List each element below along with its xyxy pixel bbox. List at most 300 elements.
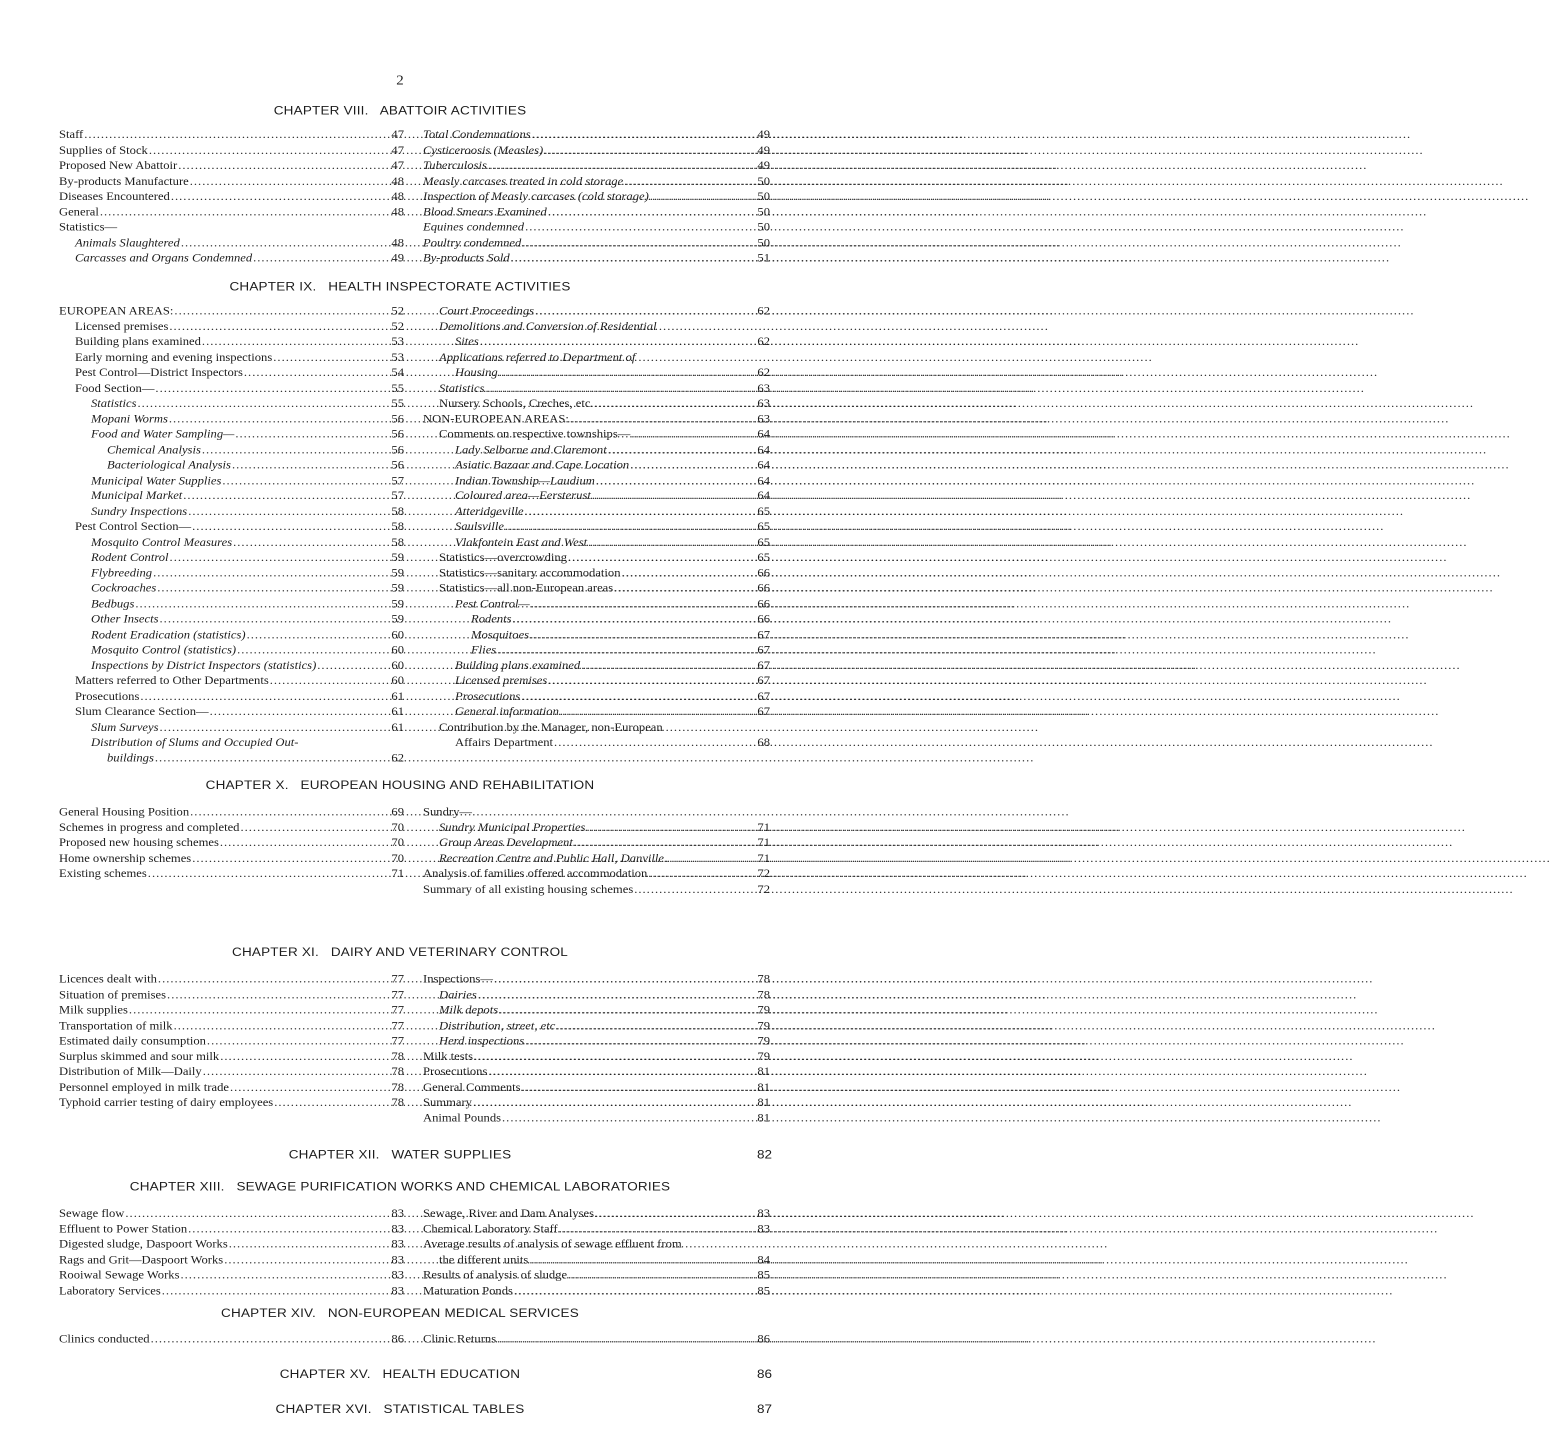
toc-entry <box>59 597 404 612</box>
dot-leader <box>153 567 385 580</box>
chapter-page-number: 82 <box>756 1148 772 1162</box>
toc-entry-label: Chemical Analysis <box>107 443 201 456</box>
toc-entry-label: General Comments <box>423 1080 521 1094</box>
toc-entry-page: 72 <box>757 867 770 880</box>
toc-entry-page: 58 <box>391 535 404 549</box>
toc-entry <box>59 705 404 720</box>
toc-entry-label: Bacteriological Analysis <box>107 458 231 472</box>
toc-entry <box>59 1019 404 1034</box>
toc-entry-label: Contribution by the Manager, non-European <box>439 720 663 734</box>
toc-entry-page: 71 <box>391 867 404 880</box>
toc-entry-label: Cysticeroosis (Measles) <box>423 143 544 157</box>
toc-entry <box>59 366 404 381</box>
dot-leader <box>525 221 751 234</box>
toc-entry <box>59 1333 404 1348</box>
toc-entry-label: Milk supplies <box>59 1003 128 1017</box>
dot-leader <box>596 474 751 487</box>
toc-entry-label: Rodent Control <box>91 551 169 564</box>
toc-entry-label: Applications referred to Department of <box>439 350 636 364</box>
toc-entry-page: 79 <box>757 1003 770 1017</box>
toc-entry-label: Coloured area—Eersterust <box>455 489 591 502</box>
toc-entry-page: 70 <box>391 836 404 849</box>
toc-entry <box>59 206 404 221</box>
toc-entry-label: Slum Surveys <box>91 720 159 734</box>
toc-entry-page: 64 <box>757 427 770 441</box>
toc-entry <box>423 1050 770 1065</box>
toc-entry <box>423 836 770 851</box>
toc-entry-label: Transportation of milk <box>59 1019 173 1032</box>
toc-entry-page: 83 <box>391 1284 404 1297</box>
toc-entry-page: 84 <box>757 1253 770 1266</box>
toc-entry <box>59 988 404 1003</box>
toc-entry <box>423 883 770 898</box>
toc-entry <box>59 175 404 190</box>
toc-entry <box>423 206 770 221</box>
toc-entry-label: NON-EUROPEAN AREAS: <box>423 412 569 425</box>
dot-leader <box>149 144 385 157</box>
chapter-14-heading <box>0 1307 800 1320</box>
toc-entry-label: Cockroaches <box>91 582 157 595</box>
dot-leader <box>478 988 751 1001</box>
toc-entry <box>59 459 404 474</box>
dot-leader <box>559 1223 751 1236</box>
toc-entry <box>59 335 404 350</box>
toc-entry-page: 77 <box>391 1034 404 1047</box>
toc-entry-label: Inspections— <box>423 972 493 986</box>
toc-entry-page: 81 <box>757 1065 770 1078</box>
toc-entry-label: Laboratory Services <box>59 1284 161 1297</box>
toc-entry-page: 62 <box>757 304 770 317</box>
toc-entry-page: 66 <box>757 612 770 626</box>
toc-entry-label: Municipal Market <box>91 489 183 502</box>
toc-entry-label: Equines condemned <box>423 221 525 234</box>
dot-leader <box>202 335 385 348</box>
toc-entry-label: Milk tests <box>423 1049 474 1063</box>
toc-entry-label: Statistics <box>439 381 485 395</box>
toc-entry-label: Housing <box>455 366 498 379</box>
toc-entry-label: Rodent Eradication (statistics) <box>91 628 246 641</box>
dot-leader <box>488 1065 751 1078</box>
dot-leader <box>505 520 751 533</box>
toc-entry <box>59 1096 404 1111</box>
toc-entry-label: Animal Pounds <box>423 1111 502 1124</box>
toc-entry <box>423 144 770 159</box>
toc-entry-label: Licensed premises <box>75 320 169 333</box>
toc-entry <box>423 659 770 674</box>
toc-entry <box>59 674 404 689</box>
toc-entry-label: Sites <box>455 335 479 348</box>
chapter-title: CHAPTER XIII. SEWAGE PURIFICATION WORKS AND CHEMICAL LABORATORIES <box>129 1179 671 1194</box>
dot-leader <box>631 428 751 441</box>
toc-entry-label: Proposed New Abattoir <box>59 159 178 172</box>
toc-entry-page: 58 <box>391 520 404 533</box>
dot-leader <box>160 613 385 626</box>
dot-leader <box>270 674 385 687</box>
toc-entry <box>59 1035 404 1050</box>
dot-leader <box>494 973 751 986</box>
toc-entry-page: 50 <box>757 174 770 188</box>
dot-leader <box>137 397 385 410</box>
toc-entry <box>59 413 404 428</box>
toc-entry <box>59 836 404 851</box>
toc-entry-label: Clinic Returns <box>423 1333 497 1346</box>
dot-leader <box>274 1096 385 1109</box>
dot-leader <box>233 536 385 549</box>
toc-entry-page: 67 <box>757 689 770 703</box>
toc-entry-label: Tuberculosis <box>423 159 487 172</box>
right-column <box>423 806 770 898</box>
dot-leader <box>568 551 751 564</box>
toc-entry <box>59 320 404 335</box>
toc-entry-label: Mosquito Control Measures <box>91 535 233 549</box>
toc-entry-page: 78 <box>391 1096 404 1109</box>
dot-leader <box>244 366 385 379</box>
toc-entry-label: Existing schemes <box>59 867 147 880</box>
dot-leader <box>160 721 385 734</box>
toc-entry <box>59 536 404 551</box>
chapter-title: CHAPTER XV. HEALTH EDUCATION <box>279 1367 521 1381</box>
toc-entry-page: 77 <box>391 972 404 986</box>
right-column <box>423 129 770 268</box>
toc-entry-page: 63 <box>757 381 770 395</box>
toc-entry <box>59 659 404 674</box>
toc-entry <box>59 129 404 144</box>
toc-entry <box>423 536 770 551</box>
toc-entry <box>423 443 770 458</box>
toc-entry-page: 61 <box>391 689 404 703</box>
dot-leader <box>237 644 385 657</box>
dot-leader <box>535 305 751 318</box>
toc-entry-page: 56 <box>391 412 404 425</box>
dot-leader <box>634 883 751 896</box>
toc-entry <box>423 1207 770 1222</box>
toc-entry <box>423 129 770 144</box>
toc-entry-page: 83 <box>757 1222 770 1235</box>
toc-entry-label: Mosquitoes <box>471 628 530 641</box>
dot-leader <box>671 852 751 865</box>
toc-entry <box>423 1004 770 1019</box>
toc-entry-label: Sewage, River and Dam Analyses <box>423 1207 595 1220</box>
toc-entry-label: Rags and Grit—Daspoort Works <box>59 1253 224 1266</box>
toc-entry-page: 78 <box>391 1065 404 1078</box>
dot-leader <box>473 1096 751 1109</box>
dot-leader <box>499 366 751 379</box>
toc-entry <box>423 613 770 628</box>
toc-entry-label: Distribution, street, etc <box>439 1019 556 1032</box>
dot-leader <box>556 1019 751 1032</box>
dot-leader <box>574 836 751 849</box>
dot-leader <box>485 382 751 395</box>
dot-leader <box>220 1050 385 1063</box>
dot-leader <box>529 1253 751 1266</box>
toc-entry <box>423 567 770 582</box>
toc-entry <box>59 1238 404 1253</box>
toc-entry <box>59 867 404 882</box>
toc-entry-page: 49 <box>757 159 770 172</box>
dot-leader <box>235 428 385 441</box>
toc-entry-label: Flies <box>471 643 497 656</box>
dot-leader <box>622 567 751 580</box>
left-column <box>59 973 404 1112</box>
toc-entry-page: 48 <box>391 205 404 218</box>
toc-entry-page: 49 <box>391 251 404 265</box>
toc-entry-page: 60 <box>391 643 404 656</box>
toc-entry <box>423 221 770 236</box>
dot-leader <box>229 1238 385 1251</box>
toc-entry-label: Asiatic Bazaar and Cape Location <box>455 458 630 472</box>
toc-entry-label: Summary of all existing housing schemes <box>423 882 634 896</box>
dot-leader <box>192 852 385 865</box>
dot-leader <box>502 1112 751 1125</box>
chapter-title: CHAPTER XVI. STATISTICAL TABLES <box>275 1402 525 1416</box>
toc-entry-label: Slum Clearance Section— <box>75 705 209 718</box>
dot-leader <box>488 159 751 172</box>
toc-entry-page: 50 <box>757 190 770 203</box>
toc-entry <box>423 551 770 566</box>
toc-entry-page: 56 <box>391 427 404 441</box>
toc-entry-page: 67 <box>757 628 770 641</box>
toc-entry-page: 66 <box>757 597 770 610</box>
right-column <box>423 305 770 752</box>
toc-entry-label: Statistics— <box>59 221 118 234</box>
toc-entry-label: Total Condemnations <box>423 128 531 141</box>
dot-leader <box>169 413 385 426</box>
toc-entry <box>423 1112 770 1127</box>
toc-entry <box>423 1096 770 1111</box>
dot-leader <box>222 474 385 487</box>
toc-entry-page: 77 <box>391 1003 404 1017</box>
toc-entry <box>423 236 770 251</box>
toc-entry <box>59 1253 404 1268</box>
dot-leader <box>129 1004 385 1017</box>
toc-entry-page: 47 <box>391 159 404 172</box>
chapter-title: CHAPTER VIII. ABATTOIR ACTIVITIES <box>273 103 527 118</box>
dot-leader <box>157 582 385 595</box>
dot-leader <box>181 236 385 249</box>
chapter-title: CHAPTER XII. WATER SUPPLIES <box>288 1148 512 1162</box>
toc-entry-label: Herd inspections <box>439 1034 525 1047</box>
dot-leader <box>140 690 385 703</box>
toc-entry <box>423 397 770 412</box>
dot-leader <box>648 867 751 880</box>
dot-leader <box>188 1223 385 1236</box>
toc-entry-label: Digested sludge, Daspoort Works <box>59 1237 228 1251</box>
toc-entry <box>423 413 770 428</box>
toc-entry-label: Results of analysis of sludge <box>423 1268 568 1282</box>
toc-entry-page: 52 <box>391 304 404 317</box>
toc-entry-page: 56 <box>391 458 404 472</box>
toc-entry-label: Statistics—overcrowding <box>439 551 568 564</box>
toc-entry-label: Saulsville <box>455 520 504 533</box>
dot-leader <box>497 644 751 657</box>
dot-leader <box>253 252 385 265</box>
dot-leader <box>521 690 751 703</box>
dot-leader <box>592 490 751 503</box>
toc-entry-page: 47 <box>391 143 404 157</box>
left-column <box>59 1333 404 1348</box>
dot-leader <box>531 597 751 610</box>
toc-entry <box>59 721 404 736</box>
toc-entry-label: Pest Control Section— <box>75 520 192 533</box>
toc-entry-page: 63 <box>757 412 770 425</box>
toc-entry <box>423 973 770 988</box>
toc-entry-label: Effluent to Power Station <box>59 1222 188 1235</box>
dot-leader <box>203 1065 385 1078</box>
toc-entry-page: 55 <box>391 397 404 410</box>
toc-entry <box>423 520 770 535</box>
toc-entry-page: 70 <box>391 851 404 865</box>
dot-leader <box>530 628 751 641</box>
toc-entry-label: Typhoid carrier testing of dairy employees <box>59 1096 274 1109</box>
toc-entry <box>423 490 770 505</box>
toc-entry-label: Nursery Schools, Creches, etc. <box>439 397 594 410</box>
dot-leader <box>548 674 751 687</box>
toc-entry <box>423 1333 770 1348</box>
toc-entry-page: 62 <box>757 366 770 379</box>
chapter-9-heading <box>0 280 800 293</box>
toc-entry <box>423 252 770 267</box>
toc-entry-label: EUROPEAN AREAS: <box>59 304 174 317</box>
toc-entry-label: By-products Manufacture <box>59 174 189 188</box>
toc-entry-label: Municipal Water Supplies <box>91 474 222 487</box>
toc-entry <box>423 674 770 689</box>
toc-entry <box>59 221 404 236</box>
toc-entry <box>59 1223 404 1238</box>
toc-entry-label: Measly carcases treated in cold storage <box>423 174 624 188</box>
toc-entry-page: 66 <box>757 566 770 579</box>
toc-entry-label: Prosecutions <box>75 689 140 703</box>
toc-entry-label: Schemes in progress and completed <box>59 821 240 834</box>
toc-entry-page: 79 <box>757 1034 770 1047</box>
dot-leader <box>532 129 751 142</box>
toc-entry-page: 63 <box>757 397 770 410</box>
toc-entry-page: 61 <box>391 720 404 734</box>
dot-leader <box>202 443 385 456</box>
toc-entry-label: Milk depots <box>439 1003 499 1017</box>
toc-entry-label: Animals Slaughtered <box>75 236 180 249</box>
dot-leader <box>522 1081 751 1094</box>
toc-entry-label: Bedbugs <box>91 597 135 610</box>
dot-leader <box>525 505 751 518</box>
toc-entry <box>423 505 770 520</box>
toc-entry <box>59 443 404 458</box>
right-column <box>423 1333 770 1348</box>
toc-entry-page: 54 <box>391 366 404 379</box>
toc-entry <box>59 382 404 397</box>
dot-leader <box>232 459 385 472</box>
toc-entry-page: 68 <box>757 736 770 749</box>
toc-entry <box>423 382 770 397</box>
toc-entry-label: Personnel employed in milk trade <box>59 1080 229 1094</box>
toc-entry-label: Licensed premises <box>455 674 548 687</box>
toc-entry-label: Poultry condemned <box>423 236 522 249</box>
chapter-11-heading <box>0 946 800 959</box>
toc-entry-page: 65 <box>757 535 770 549</box>
toc-entry-page: 66 <box>757 582 770 595</box>
dot-leader <box>595 1207 751 1220</box>
toc-entry <box>59 520 404 535</box>
toc-entry <box>59 806 404 821</box>
dot-leader <box>568 1269 751 1282</box>
chapter-title: CHAPTER XIV. NON-EUROPEAN MEDICAL SERVICES <box>221 1306 579 1320</box>
chapter-page-number: 87 <box>756 1402 772 1416</box>
toc-entry-page: 53 <box>391 335 404 348</box>
toc-entry <box>59 736 404 751</box>
toc-entry-label: Proposed new housing schemes <box>59 836 219 849</box>
toc-entry-label: Sewage flow <box>59 1207 125 1220</box>
toc-entry <box>423 736 770 751</box>
toc-entry-page: 65 <box>757 504 770 518</box>
dot-leader <box>167 988 385 1001</box>
dot-leader <box>155 382 385 395</box>
toc-entry <box>59 1269 404 1284</box>
dot-leader <box>608 443 751 456</box>
toc-entry-page: 83 <box>391 1222 404 1235</box>
toc-entry-page: 67 <box>757 705 770 718</box>
dot-leader <box>586 821 751 834</box>
toc-entry-page: 67 <box>757 674 770 687</box>
toc-entry <box>423 459 770 474</box>
toc-entry-label: Chemical Laboratory Staff <box>423 1222 558 1235</box>
toc-entry-label: Carcasses and Organs Condemned <box>75 251 253 265</box>
toc-entry-page: 85 <box>757 1284 770 1297</box>
toc-entry <box>59 973 404 988</box>
toc-entry-page: 78 <box>391 1049 404 1063</box>
dot-leader <box>155 751 385 764</box>
dot-leader <box>624 175 751 188</box>
toc-entry-label: Comments on respective townships— <box>439 427 631 441</box>
toc-entry <box>59 567 404 582</box>
toc-entry-page: 59 <box>391 597 404 610</box>
toc-entry <box>59 505 404 520</box>
dot-leader <box>548 206 751 219</box>
toc-entry-label: General information <box>455 705 559 718</box>
toc-entry-label: Rooiwal Sewage Works <box>59 1268 180 1282</box>
toc-entry-label: Licences dealt with <box>59 972 157 986</box>
toc-entry-label: Statistics—sanitary accommodation <box>439 566 621 579</box>
toc-entry-page: 64 <box>757 443 770 456</box>
dot-leader <box>190 175 385 188</box>
toc-entry-label: Home ownership schemes <box>59 851 192 865</box>
toc-entry <box>59 159 404 174</box>
toc-entry-page: 78 <box>757 972 770 986</box>
toc-entry-page: 48 <box>391 236 404 249</box>
toc-entry-page: 86 <box>757 1333 770 1346</box>
toc-entry-page: 81 <box>757 1080 770 1094</box>
toc-entry-page: 78 <box>391 1080 404 1094</box>
toc-entry <box>423 190 770 205</box>
left-column <box>59 806 404 883</box>
left-column <box>59 1207 404 1299</box>
dot-leader <box>513 613 751 626</box>
toc-entry-page: 55 <box>391 381 404 395</box>
toc-entry-page: 83 <box>391 1237 404 1251</box>
toc-entry-page: 64 <box>757 489 770 502</box>
toc-entry <box>423 1253 770 1268</box>
toc-entry <box>423 628 770 643</box>
chapter-title: CHAPTER IX. HEALTH INSPECTORATE ACTIVITIES <box>229 279 571 294</box>
dot-leader <box>499 1004 751 1017</box>
toc-entry <box>423 351 770 366</box>
toc-entry-label: Distribution of Slums and Occupied Out- <box>91 736 299 749</box>
toc-entry <box>59 397 404 412</box>
dot-leader <box>560 705 751 718</box>
toc-entry <box>59 428 404 443</box>
toc-entry <box>423 582 770 597</box>
toc-entry-label: Blood Smears Examined <box>423 205 547 218</box>
toc-entry-page: 59 <box>391 566 404 579</box>
dot-leader <box>220 836 385 849</box>
